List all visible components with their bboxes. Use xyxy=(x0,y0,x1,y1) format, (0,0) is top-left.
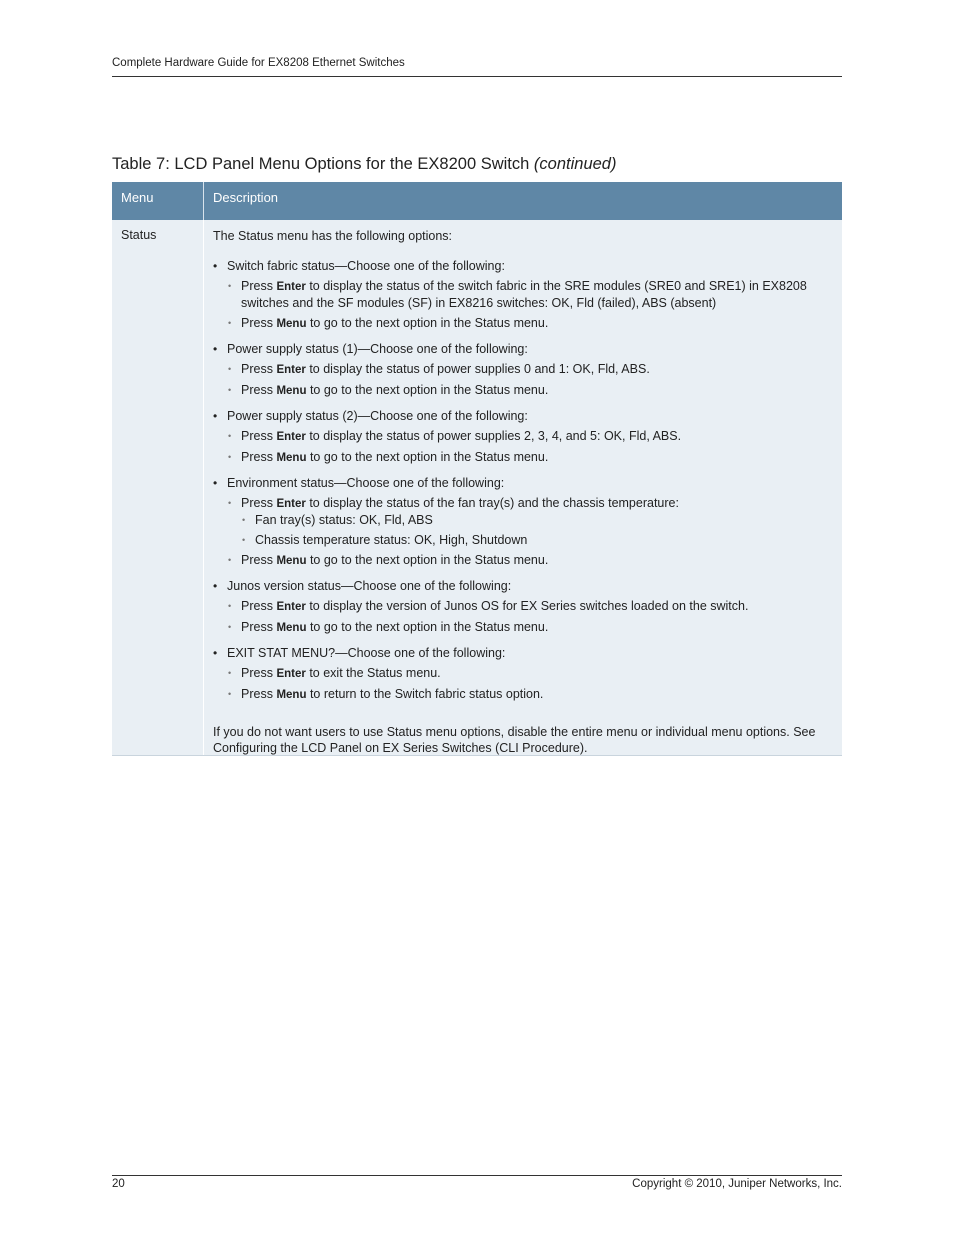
table-row-status xyxy=(112,220,842,756)
option-action xyxy=(227,598,830,615)
table-header-row xyxy=(112,182,842,220)
status-option-label: Power supply status (2)—Choose one of the following: xyxy=(227,409,528,423)
table-title-text: Table 7: LCD Panel Menu Options for the EX8200 Switch xyxy=(112,155,530,173)
option-action xyxy=(227,449,830,466)
option-action xyxy=(227,278,830,311)
status-option xyxy=(213,341,830,399)
action-description: to exit the Status menu. xyxy=(309,666,441,680)
option-action xyxy=(227,361,830,378)
status-option-label: EXIT STAT MENU?—Choose one of the following: xyxy=(227,646,506,660)
option-actions-list xyxy=(227,495,830,569)
action-description: to go to the next option in the Status menu. xyxy=(309,450,549,464)
running-header: Complete Hardware Guide for EX8208 Ethernet Switches xyxy=(112,57,405,69)
table-title xyxy=(112,155,616,174)
page-number: 20 xyxy=(112,1178,125,1190)
option-action xyxy=(227,382,830,399)
option-actions-list xyxy=(227,278,830,332)
action-press-text: Press xyxy=(241,553,273,567)
description-cell xyxy=(204,220,842,755)
option-actions-list xyxy=(227,598,830,636)
action-description: to display the status of power supplies 0 and 1: OK, Fld, ABS. xyxy=(309,362,650,376)
menu-cell: Status xyxy=(112,220,204,755)
action-key-name: Menu xyxy=(276,385,307,397)
action-description: to display the status of the fan tray(s) and the chassis temperature: xyxy=(309,496,679,510)
status-option-label: Power supply status (1)—Choose one of the following: xyxy=(227,342,528,356)
status-option-label: Junos version status—Choose one of the following: xyxy=(227,579,512,593)
status-option xyxy=(213,408,830,466)
action-press-text: Press xyxy=(241,316,273,330)
action-key-name: Enter xyxy=(276,431,306,443)
action-description: to return to the Switch fabric status option. xyxy=(309,687,544,701)
column-header-menu: Menu xyxy=(112,182,204,220)
action-press-text: Press xyxy=(241,620,273,634)
option-action xyxy=(227,428,830,445)
lcd-menu-table xyxy=(112,182,842,756)
footer-rule xyxy=(112,1175,842,1176)
action-key-name: Menu xyxy=(276,555,307,567)
action-press-text: Press xyxy=(241,687,273,701)
action-sub-item: • Fan tray(s) status: OK, Fld, ABS xyxy=(241,512,830,528)
option-action xyxy=(227,686,830,703)
table-title-continued: (continued) xyxy=(533,155,617,173)
option-action xyxy=(227,495,830,548)
action-key-name: Enter xyxy=(276,668,306,680)
action-description: to go to the next option in the Status menu. xyxy=(309,316,549,330)
action-press-text: Press xyxy=(241,666,273,680)
action-press-text: Press xyxy=(241,450,273,464)
action-press-text: Press xyxy=(241,362,273,376)
action-description: to go to the next option in the Status menu. xyxy=(309,553,549,567)
action-description: to display the status of power supplies 2, 3, 4, and 5: OK, Fld, ABS. xyxy=(309,429,682,443)
action-press-text: Press xyxy=(241,496,273,510)
description-outro: If you do not want users to use Status menu options, disable the entire menu or individual menu options. See Configuring the LCD Panel on EX Series Switches (CLI Procedure). xyxy=(213,725,816,755)
status-option xyxy=(213,475,830,569)
action-key-name: Menu xyxy=(276,452,307,464)
action-key-name: Menu xyxy=(276,318,307,330)
action-description: to go to the next option in the Status menu. xyxy=(309,620,549,634)
action-description: to go to the next option in the Status menu. xyxy=(309,383,549,397)
action-description: to display the version of Junos OS for EX Series switches loaded on the switch. xyxy=(309,599,749,613)
description-intro: The Status menu has the following options: xyxy=(213,229,453,243)
action-press-text: Press xyxy=(241,383,273,397)
status-option xyxy=(213,258,830,332)
action-key-name: Menu xyxy=(276,622,307,634)
action-key-name: Enter xyxy=(276,601,306,613)
option-actions-list xyxy=(227,665,830,703)
status-options-list xyxy=(213,258,830,703)
action-press-text: Press xyxy=(241,279,273,293)
status-option xyxy=(213,645,830,703)
status-option xyxy=(213,578,830,636)
option-action xyxy=(227,315,830,332)
copyright: Copyright © 2010, Juniper Networks, Inc. xyxy=(632,1178,842,1190)
option-action xyxy=(227,619,830,636)
status-option-label: Environment status—Choose one of the following: xyxy=(227,476,505,490)
action-description: to display the status of the switch fabric in the SRE modules (SRE0 and SRE1) in EX8208 switches and the SF modules (SF) in EX8216 switches: OK, Fld (failed), ABS (absent) xyxy=(241,279,807,310)
action-key-name: Menu xyxy=(276,689,307,701)
option-actions-list xyxy=(227,428,830,466)
status-option-label: Switch fabric status—Choose one of the following: xyxy=(227,259,505,273)
option-action xyxy=(227,665,830,682)
column-header-description: Description xyxy=(213,190,279,205)
action-sub-list xyxy=(241,512,830,548)
header-rule xyxy=(112,76,842,77)
option-actions-list xyxy=(227,361,830,399)
action-press-text: Press xyxy=(241,429,273,443)
action-key-name: Enter xyxy=(276,498,306,510)
action-key-name: Enter xyxy=(276,364,306,376)
action-press-text: Press xyxy=(241,599,273,613)
action-sub-item: • Chassis temperature status: OK, High, Shutdown xyxy=(241,532,830,548)
action-key-name: Enter xyxy=(276,281,306,293)
option-action xyxy=(227,552,830,569)
